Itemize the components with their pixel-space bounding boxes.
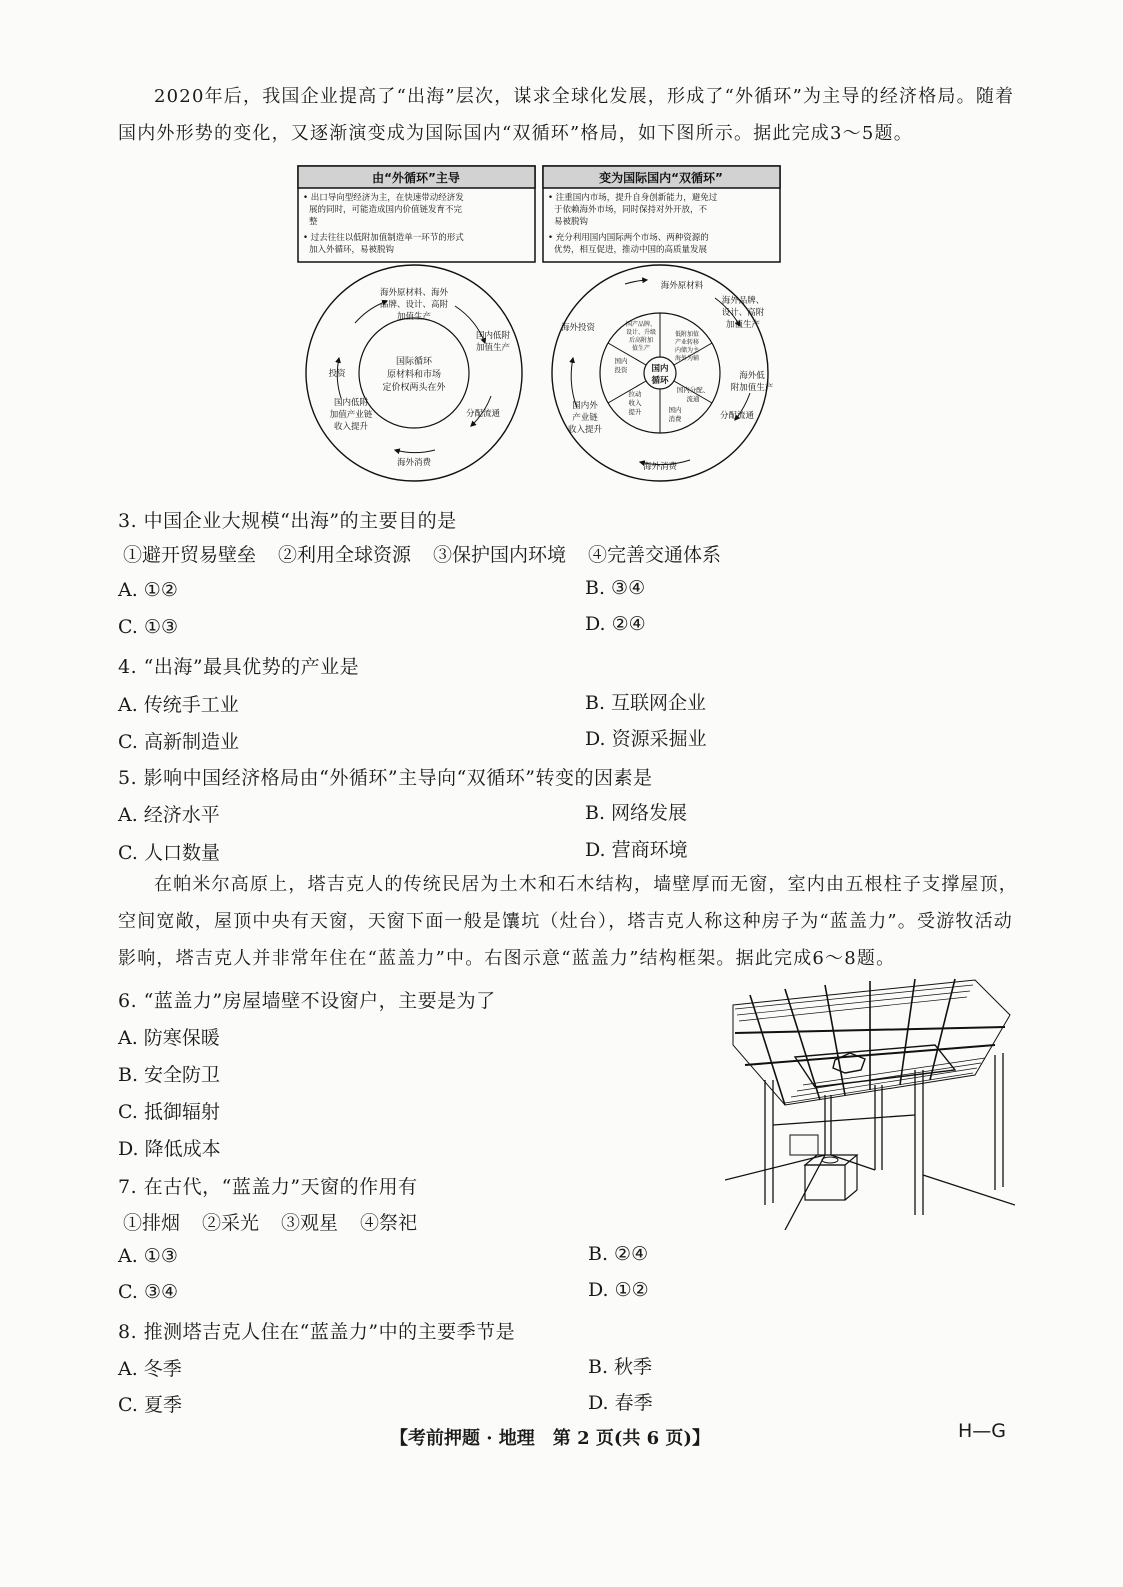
svg-text:国际循环: 国际循环 [395, 357, 433, 367]
svg-text:海外消费: 海外消费 [396, 458, 432, 468]
svg-text:投资: 投资 [328, 369, 346, 379]
question-4-stem: 4. “出海”最具优势的产业是 [118, 656, 360, 678]
q5-option-a[interactable]: A. 经济水平 [118, 804, 220, 826]
q7-option-b[interactable]: B. ②④ [588, 1243, 649, 1265]
q4-option-a[interactable]: A. 传统手工业 [118, 694, 239, 716]
q5-option-d[interactable]: D. 营商环境 [585, 839, 688, 861]
paper-code: H—G [958, 1420, 1007, 1442]
svg-text:国内低附: 国内低附 [333, 398, 369, 408]
passage-2: 在帕米尔高原上，塔吉克人的传统民居为土木和石木结构，墙壁厚而无窗，室内由五根柱子支撑屋顶，空间宽敞，屋顶中央有天窗，天窗下面一般是馕坑（灶台），塔吉克人称这种房子为“蓝盖力”。受游牧活动影响，塔吉克人并非常年住在“蓝盖力”中。右图示意“蓝盖力”结构框架。据此完成6～8题。 [118, 874, 1018, 969]
svg-text:循环: 循环 [651, 376, 669, 386]
q8-option-b[interactable]: B. 秋季 [588, 1356, 653, 1378]
svg-text:国内分配、: 国内分配、 [676, 386, 710, 394]
q6-option-b[interactable]: B. 安全防卫 [118, 1064, 221, 1086]
question-3-statements: ①避开贸易壁垒 ②利用全球资源 ③保护国内环境 ④完善交通体系 [123, 544, 722, 566]
question-7-statements: ①排烟 ②采光 ③观星 ④祭祀 [123, 1212, 418, 1234]
svg-text:海外低: 海外低 [739, 371, 765, 381]
svg-text:收入: 收入 [628, 399, 642, 407]
right-info-box [543, 166, 780, 262]
svg-text:产业链: 产业链 [572, 413, 598, 423]
svg-text:提升: 提升 [628, 408, 642, 416]
question-6-stem: 6. “蓝盖力”房屋墙壁不设窗户，主要是为了 [118, 990, 496, 1012]
svg-text:国内: 国内 [614, 357, 628, 365]
q7-option-a[interactable]: A. ①③ [118, 1245, 178, 1267]
svg-text:后高附加: 后高附加 [628, 337, 654, 344]
svg-text:易被脱钩: 易被脱钩 [554, 217, 589, 227]
langaili-structure-illustration [725, 975, 1015, 1230]
svg-text:设计、升级: 设计、升级 [625, 329, 657, 336]
svg-text:国内: 国内 [668, 406, 682, 414]
svg-text:投资: 投资 [614, 366, 628, 374]
q4-option-d[interactable]: D. 资源采掘业 [585, 728, 707, 750]
q7-option-c[interactable]: C. ③④ [118, 1281, 179, 1303]
svg-text:拉动: 拉动 [628, 390, 642, 398]
q4-option-b[interactable]: B. 互联网企业 [585, 692, 707, 714]
svg-text:收入提升: 收入提升 [567, 425, 603, 435]
q6-option-c[interactable]: C. 抵御辐射 [118, 1101, 220, 1123]
q4-option-c[interactable]: C. 高新制造业 [118, 731, 239, 753]
page-footer: 【考前押题 · 地理 第 2 页(共 6 页)】 [390, 1428, 710, 1449]
question-3-stem: 3. 中国企业大规模“出海”的主要目的是 [118, 510, 457, 532]
svg-text:优势，相互促进，推动中国的高质量发展: 优势，相互促进，推动中国的高质量发展 [554, 245, 708, 255]
q6-option-d[interactable]: D. 降低成本 [118, 1138, 221, 1160]
circulation-diagram [295, 158, 785, 488]
svg-text:于依赖海外市场，同时保持对外开放，不: 于依赖海外市场，同时保持对外开放，不 [554, 205, 708, 215]
svg-text:国内: 国内 [651, 364, 669, 374]
question-8-stem: 8. 推测塔吉克人住在“蓝盖力”中的主要季节是 [118, 1321, 516, 1343]
q3-option-b[interactable]: B. ③④ [585, 577, 646, 599]
svg-text:国内低附: 国内低附 [475, 331, 511, 341]
svg-text:海外消费: 海外消费 [642, 462, 678, 472]
svg-text:加值生产: 加值生产 [725, 320, 761, 330]
svg-text:海外为辅: 海外为辅 [674, 355, 700, 362]
passage-1: 2020年后，我国企业提高了“出海”层次，谋求全球化发展，形成了“外循环”为主导的经济格局。随着国内外形势的变化，又逐渐演变成为国际国内“双循环”格局，如下图所示。据此完成3～5题。 [118, 86, 1015, 144]
svg-text:收入提升: 收入提升 [333, 422, 369, 432]
svg-text:整: 整 [309, 217, 318, 227]
svg-text:设计、高附: 设计、高附 [721, 308, 765, 318]
svg-text:加值生产: 加值生产 [475, 343, 511, 353]
svg-text:国内外: 国内外 [572, 401, 598, 411]
svg-text:海外原材料: 海外原材料 [660, 281, 704, 291]
svg-text:海外投资: 海外投资 [560, 323, 596, 333]
q6-option-a[interactable]: A. 防寒保暖 [118, 1027, 220, 1049]
svg-text:消费: 消费 [668, 415, 682, 423]
svg-text:品牌、设计、高附: 品牌、设计、高附 [379, 300, 449, 310]
svg-text:附加值生产: 附加值生产 [730, 383, 774, 393]
svg-text:分配流通: 分配流通 [465, 409, 501, 419]
q5-option-b[interactable]: B. 网络发展 [585, 802, 688, 824]
svg-text:加值产业链: 加值产业链 [329, 410, 373, 420]
svg-text:内储为主: 内储为主 [674, 347, 700, 354]
q8-option-d[interactable]: D. 春季 [588, 1392, 653, 1414]
svg-text:流通: 流通 [686, 395, 700, 403]
q3-option-a[interactable]: A. ①② [118, 579, 178, 601]
svg-text:加入外循环，易被脱钩: 加入外循环，易被脱钩 [309, 245, 395, 255]
svg-text:值生产: 值生产 [631, 345, 651, 352]
svg-text:• 充分利用国内国际两个市场、两种资源的: • 充分利用国内国际两个市场、两种资源的 [548, 233, 709, 243]
dual-circulation-circle [552, 265, 774, 481]
q8-option-c[interactable]: C. 夏季 [118, 1394, 182, 1416]
svg-text:• 过去往往以低附加值制造单一环节的形式: • 过去往往以低附加值制造单一环节的形式 [303, 233, 464, 243]
left-info-box [298, 166, 535, 262]
q3-option-d[interactable]: D. ②④ [585, 613, 646, 635]
q7-option-d[interactable]: D. ①② [588, 1279, 649, 1301]
question-5-stem: 5. 影响中国经济格局由“外循环”主导向“双循环”转变的因素是 [118, 767, 653, 789]
q8-option-a[interactable]: A. 冬季 [118, 1358, 182, 1380]
svg-text:定价权两头在外: 定价权两头在外 [382, 383, 446, 393]
svg-text:低附加值: 低附加值 [674, 331, 700, 338]
external-circulation-circle [306, 265, 522, 481]
q5-option-c[interactable]: C. 人口数量 [118, 842, 220, 864]
svg-text:分配流通: 分配流通 [719, 411, 755, 421]
svg-text:产业转移: 产业转移 [674, 339, 700, 346]
q3-option-c[interactable]: C. ①③ [118, 616, 179, 638]
question-7-stem: 7. 在古代，“蓝盖力”天窗的作用有 [118, 1176, 418, 1198]
svg-text:• 出口导向型经济为主，在快速带动经济发: • 出口导向型经济为主，在快速带动经济发 [303, 193, 464, 203]
svg-text:展的同时，可能造成国内价值链发育不完: 展的同时，可能造成国内价值链发育不完 [309, 205, 463, 215]
left-box-title: 由“外循环”主导 [372, 171, 460, 185]
svg-text:加值生产: 加值生产 [396, 312, 432, 322]
svg-text:国产品牌、: 国产品牌、 [625, 321, 657, 328]
svg-text:海外原材料、海外: 海外原材料、海外 [379, 288, 449, 298]
svg-text:原材料和市场: 原材料和市场 [386, 370, 442, 380]
svg-text:海外品牌、: 海外品牌、 [721, 296, 765, 306]
right-box-title: 变为国际国内“双循环” [599, 171, 723, 185]
svg-text:• 注重国内市场，提升自身创新能力，避免过: • 注重国内市场，提升自身创新能力，避免过 [548, 193, 718, 203]
